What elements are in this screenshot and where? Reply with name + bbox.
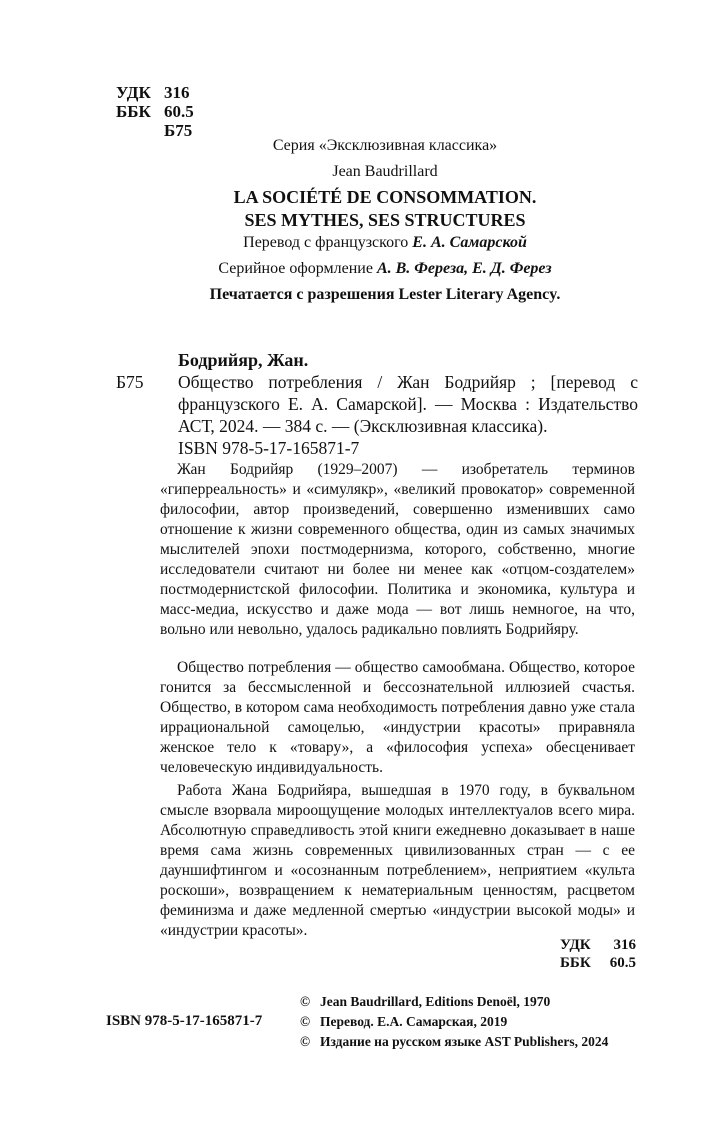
bottom-bbk-label: ББК: [560, 955, 591, 971]
copyright-text-3: Издание на русском языке AST Publishers, 2024: [320, 1034, 609, 1049]
copyright-text-1: Jean Baudrillard, Editions Denoël, 1970: [320, 994, 551, 1009]
catalog-entry: Общество потребления / Жан Бодрийяр ; [перевод с французского Е. А. Самарской]. — Москва : Издательство АСТ, 2024. — 384 с. — (Эксклюзивная классика).: [178, 372, 638, 436]
translation-credit: [100, 234, 670, 252]
annotation-paragraph-3: [160, 781, 635, 941]
catalog-isbn: ISBN 978-5-17-165871-7: [178, 438, 360, 458]
annotation-paragraph-1: [160, 460, 635, 640]
copyright-line-2: [300, 1012, 608, 1032]
bbk-label: ББК: [116, 102, 151, 121]
series-line: Серия «Эксклюзивная классика»: [272, 137, 498, 154]
bottom-classification-codes: [560, 936, 636, 972]
permission-note: Печатается с разрешения Lester Literary Agency.: [209, 286, 561, 303]
annotation-text-3: Работа Жана Бодрийяра, вышедшая в 1970 году, в буквальном смысле взорвала мироощущение молодых интеллектуалов всего мира. Абсолютную справедливость этой книги ежедневно доказывает в наше время сама жизнь современных цивилизованных стран — с ее дауншифтингом и «осознанным потреблением», неприятием «культа роскоши», возвращением к нематериальным ценностям, расцветом феминизма и даже медленной смертью «индустрии высокой моды» и «индустрии красоты».: [160, 782, 635, 939]
copyright-text-2: Перевод. Е.А. Самарская, 2019: [320, 1014, 508, 1029]
annotation-text-2: Общество потребления — общество самообмана. Общество, которое гонится за бессмысленной и бессознательной иллюзией счастья. Общество, в котором сама необходимость потребления давно уже стала иррациональной самоцелью, «индустрии красоты» приравняла женское тело к «товару», а «философия успеха» обесценивает человеческую индивидуальность.: [160, 659, 635, 776]
copyright-block: [300, 992, 608, 1052]
original-title-line-2: SES MYTHES, SES STRUCTURES: [244, 210, 526, 230]
bbk-value: 60.5: [164, 102, 194, 121]
catalog-mark: Б75: [116, 372, 144, 392]
design-credit: [100, 260, 670, 278]
annotation-paragraph-2: [160, 658, 635, 778]
copyright-line-1: [300, 992, 608, 1012]
copyright-symbol: ©: [300, 1014, 311, 1029]
bottom-udk-label: УДК: [560, 937, 591, 953]
annotation-text-1: Жан Бодрийяр (1929–2007) — изобретатель терминов «гиперреальность» и «симулякр», «великий провокатор» современной философии, автор произведений, совершенно изменивших само отношение к жизни современного общества, один из самых значимых мыслителей эпохи постмодернизма, которого, собственно, многие исследователи считают ни более ни менее как «отцом-создателем» постмодернистской философии. Политика и экономика, культура и масс-медиа, искусство и даже мода — вот лишь немногое, на что, вольно или невольно, удалось радикально повлиять Бодрийяру.: [160, 461, 635, 638]
copyright-symbol: ©: [300, 994, 311, 1009]
original-author: Jean Baudrillard: [332, 163, 438, 180]
udk-label: УДК: [116, 83, 151, 102]
bottom-bbk-value: 60.5: [609, 955, 636, 971]
translator-name: Е. А. Самарской: [412, 234, 527, 251]
bottom-udk-value: 316: [613, 937, 636, 953]
author-mark: Б75: [164, 121, 193, 140]
catalog-author-heading: Бодрийяр, Жан.: [178, 350, 309, 370]
copyright-symbol: ©: [300, 1034, 311, 1049]
designer-names: А. В. Фереза, Е. Д. Ферез: [376, 260, 552, 277]
bottom-isbn: ISBN 978-5-17-165871-7: [106, 1013, 263, 1029]
original-title-line-1: LA SOCIÉTÉ DE CONSOMMATION.: [233, 187, 537, 207]
design-prefix: Серийное оформление: [218, 260, 377, 277]
copyright-line-3: [300, 1032, 608, 1052]
translation-prefix: Перевод с французского: [243, 234, 413, 251]
original-title: [100, 186, 670, 232]
udk-value: 316: [164, 83, 190, 102]
classification-codes: [116, 83, 194, 140]
